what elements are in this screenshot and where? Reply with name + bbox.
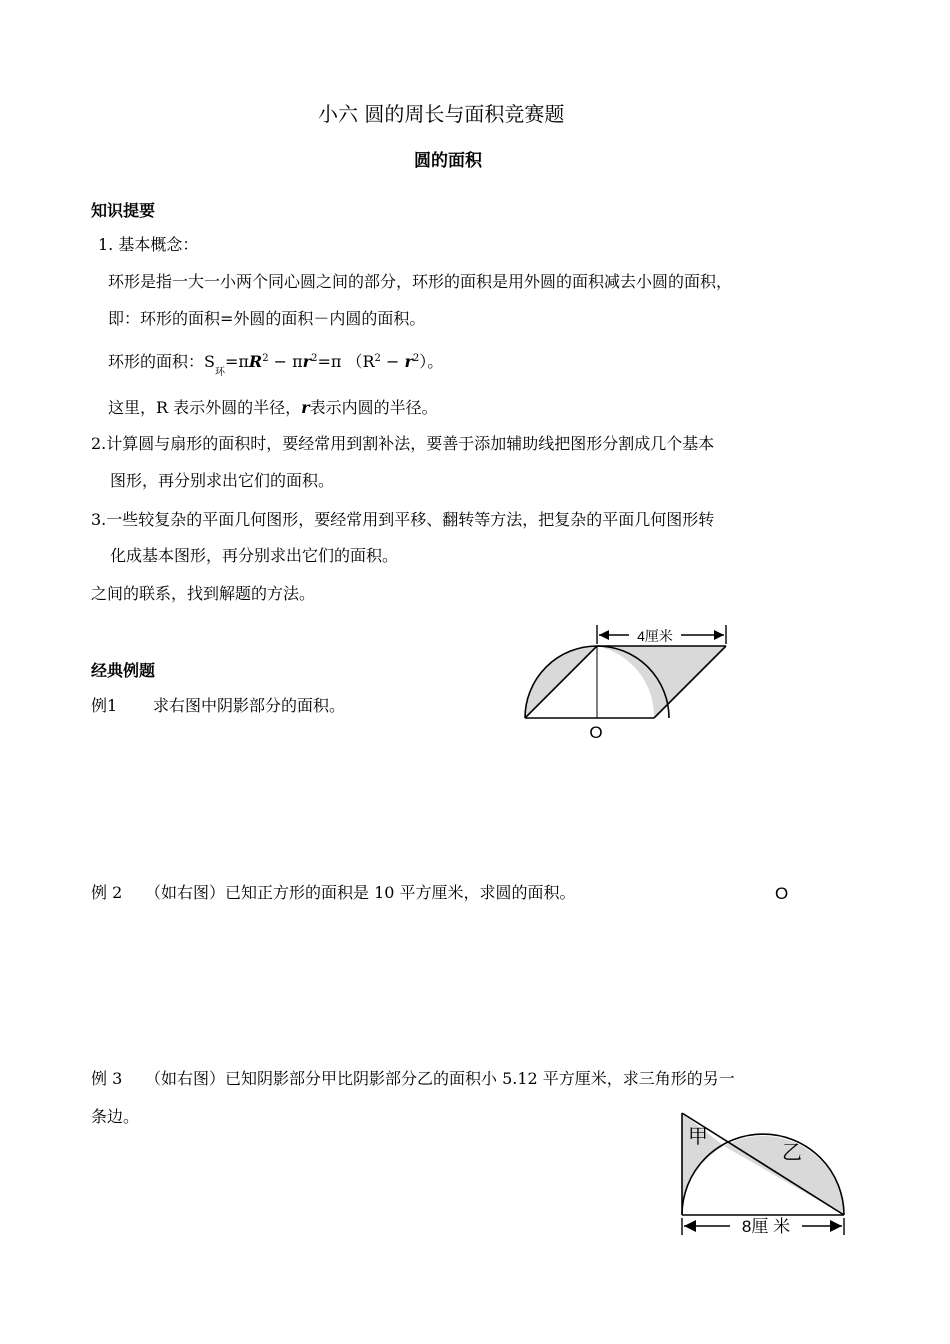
example1-label: 例1 xyxy=(91,696,118,715)
knowledge-item1-title: 1. 基本概念： xyxy=(98,235,199,254)
example1-figure xyxy=(515,620,740,745)
example2-text: （如右图）已知正方形的面积是 10 平方厘米，求圆的面积。 xyxy=(145,883,576,902)
example2-label: 例 2 xyxy=(91,883,123,902)
knowledge-tail: 之间的联系，找到解题的方法。 xyxy=(91,584,316,603)
arrow3-left-icon xyxy=(684,1220,696,1232)
formula-sq-3: 2 xyxy=(374,353,381,364)
label-yi: 乙 xyxy=(782,1142,802,1164)
formula-sq-2: 2 xyxy=(311,353,318,364)
example3-text-line2: 条边。 xyxy=(91,1107,140,1126)
example1-text: 求右图中阴影部分的面积。 xyxy=(153,696,346,715)
arrow-right-icon xyxy=(714,630,724,640)
knowledge-item1-line2: 即：环形的面积=外圆的面积－内圆的面积。 xyxy=(108,309,426,328)
section-heading-knowledge: 知识提要 xyxy=(91,201,156,220)
example3-figure xyxy=(672,1105,852,1240)
formula-minus: − π xyxy=(268,352,303,371)
shaded-region-right xyxy=(597,646,726,718)
page-subtitle: 圆的面积 xyxy=(414,151,482,171)
radius-note-a: 这里，R 表示外圆的半径， xyxy=(108,398,302,417)
knowledge-item3-line1: 3.一些较复杂的平面几何图形，要经常用到平移、翻转等方法，把复杂的平面几何图形转 xyxy=(91,510,715,529)
formula-part3: − xyxy=(380,352,405,371)
formula-subscript: 环 xyxy=(214,367,225,378)
knowledge-item2-line1: 2.计算圆与扇形的面积时，要经常用到割补法，要善于添加辅助线把图形分割成几个基本 xyxy=(91,434,715,453)
arrow-left-icon xyxy=(599,630,609,640)
formula-sq-1: 2 xyxy=(262,353,269,364)
knowledge-item1-line4 xyxy=(108,398,438,417)
example3-text: （如右图）已知阴影部分甲比阴影部分乙的面积小 5.12 平方厘米，求三角形的另一 xyxy=(145,1069,735,1088)
dimension3-label: 8厘 米 xyxy=(741,1217,791,1236)
radius-note-r: r xyxy=(301,398,310,417)
formula-sq-4: 2 xyxy=(412,353,420,364)
formula-r-2: r xyxy=(404,352,413,371)
center-label: O xyxy=(589,723,603,742)
formula-r: r xyxy=(302,352,312,371)
example2-center-label: O xyxy=(775,884,789,903)
formula-part2: =π （R xyxy=(317,352,375,371)
formula-part1: =π xyxy=(224,352,249,371)
knowledge-item2-line2: 图形，再分别求出它们的面积。 xyxy=(110,471,335,490)
page-title: 小六 圆的周长与面积竞赛题 xyxy=(318,102,565,126)
knowledge-item1-line1: 环形是指一大一小两个同心圆之间的部分，环形的面积是用外圆的面积减去小圆的面积， xyxy=(108,272,733,291)
label-jia: 甲 xyxy=(688,1126,708,1148)
formula-prefix: 环形的面积：S xyxy=(108,352,215,371)
dimension-label: 4厘米 xyxy=(637,628,673,644)
radius-note-b: 表示内圆的半径。 xyxy=(309,398,438,417)
example3-label: 例 3 xyxy=(91,1069,123,1088)
formula-R: R xyxy=(248,352,263,371)
arrow3-right-icon xyxy=(830,1220,842,1232)
knowledge-item3-line2: 化成基本图形，再分别求出它们的面积。 xyxy=(110,546,399,565)
annulus-formula xyxy=(108,352,444,378)
section-heading-examples: 经典例题 xyxy=(91,661,156,680)
formula-close: ）。 xyxy=(419,352,444,371)
